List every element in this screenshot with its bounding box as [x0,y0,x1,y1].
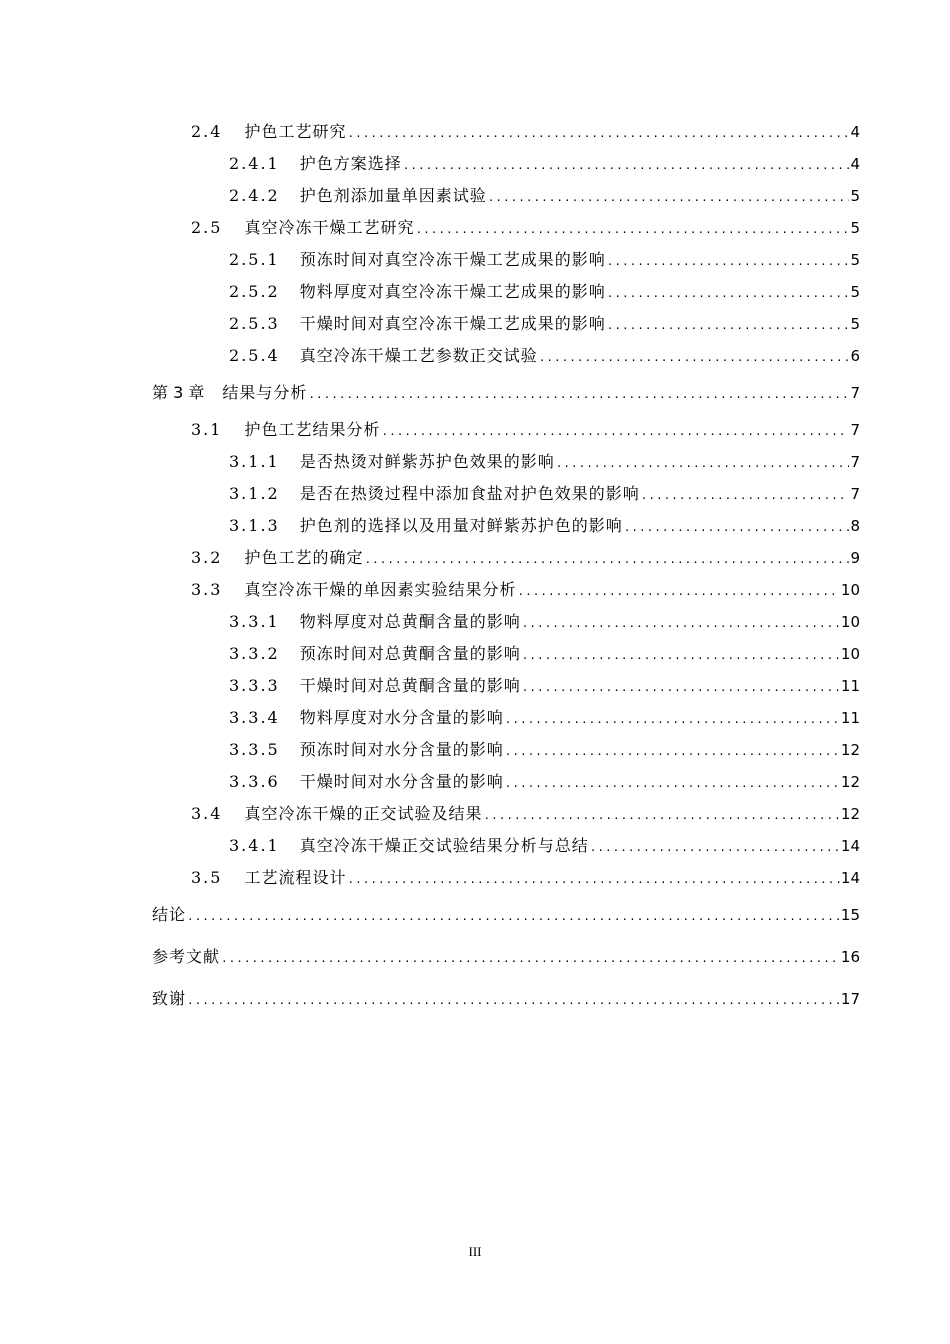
toc-chapter-entry[interactable] [0,978,860,1020]
toc-dot-leader [381,416,849,448]
toc-subsection-entry[interactable] [0,308,860,340]
toc-section-entry[interactable] [0,212,860,244]
toc-entry-title: 干燥时间对水分含量的影响 [299,772,504,791]
toc-entry-number: 3.1.2 [229,484,280,503]
toc-dot-leader [505,704,840,736]
toc-chapter-entry[interactable] [0,372,860,414]
toc-entry-number: 第 3 章 [152,383,205,402]
toc-entry-number: 3.1 [191,420,223,439]
toc-dot-leader [517,576,839,608]
toc-entry-page-number: 14 [840,869,860,887]
toc-entry-page-number: 10 [840,581,860,599]
table-of-contents [0,116,950,1020]
toc-entry-number: 3.4 [191,804,223,823]
toc-entry-title: 护色工艺结果分析 [244,420,381,439]
toc-entry-title: 干燥时间对总黄酮含量的影响 [299,676,521,695]
toc-entry-title: 护色工艺的确定 [244,548,364,567]
toc-dot-leader [556,448,849,480]
toc-entry-number: 3.3.5 [229,740,280,759]
toc-entry-title: 真空冷冻干燥工艺参数正交试验 [299,346,538,365]
toc-entry-number: 3.1.1 [229,452,280,471]
toc-dot-leader [607,310,849,342]
toc-dot-leader [221,938,840,980]
toc-entry-page-number: 5 [850,315,860,333]
toc-entry-number: 3.3.4 [229,708,280,727]
toc-entry-title: 物料厚度对总黄酮含量的影响 [299,612,521,631]
toc-dot-leader [347,118,849,150]
toc-subsection-entry[interactable] [0,244,860,276]
toc-entry-number: 2.5 [191,218,223,237]
toc-subsection-entry[interactable] [0,180,860,212]
toc-entry-title: 真空冷冻干燥的正交试验及结果 [244,804,483,823]
toc-entry-number: 2.4 [191,122,223,141]
toc-subsection-entry[interactable] [0,148,860,180]
toc-entry-page-number: 9 [850,549,860,567]
toc-entry-page-number: 17 [840,990,860,1008]
toc-subsection-entry[interactable] [0,340,860,372]
toc-entry-page-number: 5 [850,187,860,205]
toc-entry-number: 2.5.4 [229,346,280,365]
toc-entry-title: 工艺流程设计 [244,868,347,887]
toc-dot-leader [624,512,849,544]
toc-entry-title: 护色剂添加量单因素试验 [299,186,487,205]
toc-entry-title: 真空冷冻干燥正交试验结果分析与总结 [299,836,589,855]
toc-entry-page-number: 12 [840,773,860,791]
toc-entry-page-number: 16 [840,948,860,966]
toc-entry-page-number: 12 [840,741,860,759]
toc-entry-page-number: 11 [840,709,860,727]
toc-entry-title: 参考文献 [152,947,221,966]
toc-subsection-entry[interactable] [0,638,860,670]
toc-entry-page-number: 11 [840,677,860,695]
toc-entry-title: 致谢 [152,989,187,1008]
toc-chapter-entry[interactable] [0,894,860,936]
toc-chapter-entry[interactable] [0,936,860,978]
toc-entry-page-number: 10 [840,613,860,631]
toc-entry-title: 真空冷冻干燥工艺研究 [244,218,415,237]
toc-entry-title: 干燥时间对真空冷冻干燥工艺成果的影响 [299,314,606,333]
toc-section-entry[interactable] [0,116,860,148]
toc-dot-leader [607,246,849,278]
toc-entry-number: 3.3.2 [229,644,280,663]
toc-dot-leader [403,150,849,182]
toc-entry-page-number: 6 [850,347,860,365]
toc-entry-number: 2.5.3 [229,314,280,333]
toc-entry-title: 结论 [152,905,187,924]
toc-entry-number: 3.3.3 [229,676,280,695]
toc-subsection-entry[interactable] [0,670,860,702]
toc-entry-title: 是否热烫对鲜紫苏护色效果的影响 [299,452,555,471]
toc-entry-page-number: 7 [850,485,860,503]
page-number-footer: III [468,1244,482,1259]
toc-entry-title: 结果与分析 [222,383,308,402]
toc-entry-page-number: 15 [840,906,860,924]
toc-entry-number: 3.3 [191,580,223,599]
toc-entry-page-number: 8 [850,517,860,535]
toc-entry-title: 预冻时间对总黄酮含量的影响 [299,644,521,663]
toc-subsection-entry[interactable] [0,702,860,734]
toc-entry-number: 3.5 [191,868,223,887]
toc-subsection-entry[interactable] [0,510,860,542]
toc-entry-title: 物料厚度对真空冷冻干燥工艺成果的影响 [299,282,606,301]
toc-entry-number: 3.2 [191,548,223,567]
toc-dot-leader [522,640,840,672]
toc-entry-page-number: 4 [850,123,860,141]
toc-subsection-entry[interactable] [0,478,860,510]
toc-entry-title: 预冻时间对真空冷冻干燥工艺成果的影响 [299,250,606,269]
toc-entry-number: 3.3.6 [229,772,280,791]
toc-dot-leader [488,182,849,214]
toc-dot-leader [483,800,839,832]
toc-entry-number: 2.4.1 [229,154,280,173]
toc-dot-leader [364,544,849,576]
toc-section-entry[interactable] [0,414,860,446]
toc-dot-leader [505,768,840,800]
toc-entry-page-number: 7 [850,384,860,402]
toc-dot-leader [641,480,849,512]
toc-entry-title: 护色剂的选择以及用量对鲜紫苏护色的影响 [299,516,623,535]
toc-dot-leader [505,736,840,768]
toc-entry-page-number: 12 [840,805,860,823]
toc-entry-page-number: 7 [850,453,860,471]
toc-entry-page-number: 5 [850,283,860,301]
toc-entry-page-number: 4 [850,155,860,173]
toc-entry-title: 护色工艺研究 [244,122,347,141]
toc-subsection-entry[interactable] [0,734,860,766]
toc-dot-leader [607,278,849,310]
toc-entry-number: 3.4.1 [229,836,280,855]
toc-subsection-entry[interactable] [0,276,860,308]
toc-section-entry[interactable] [0,542,860,574]
toc-entry-number: 2.4.2 [229,186,280,205]
toc-dot-leader [308,374,849,416]
toc-entry-number: 2.5.1 [229,250,280,269]
toc-entry-number: 3.3.1 [229,612,280,631]
toc-dot-leader [187,896,840,938]
toc-entry-title: 护色方案选择 [299,154,402,173]
toc-subsection-entry[interactable] [0,766,860,798]
toc-entry-page-number: 10 [840,645,860,663]
toc-entry-page-number: 5 [850,219,860,237]
toc-entry-title: 是否在热烫过程中添加食盐对护色效果的影响 [299,484,640,503]
toc-section-entry[interactable] [0,798,860,830]
toc-entry-page-number: 5 [850,251,860,269]
toc-entry-number: 2.5.2 [229,282,280,301]
toc-dot-leader [522,608,840,640]
toc-subsection-entry[interactable] [0,446,860,478]
toc-entry-title: 真空冷冻干燥的单因素实验结果分析 [244,580,517,599]
toc-dot-leader [590,832,840,864]
toc-dot-leader [522,672,840,704]
toc-subsection-entry[interactable] [0,830,860,862]
toc-entry-title: 物料厚度对水分含量的影响 [299,708,504,727]
toc-section-entry[interactable] [0,574,860,606]
toc-dot-leader [415,214,849,246]
toc-entry-title: 预冻时间对水分含量的影响 [299,740,504,759]
toc-entry-page-number: 7 [850,421,860,439]
toc-dot-leader [347,864,839,896]
toc-dot-leader [187,980,840,1022]
toc-section-entry[interactable] [0,862,860,894]
toc-entry-number: 3.1.3 [229,516,280,535]
toc-entry-page-number: 14 [840,837,860,855]
toc-dot-leader [539,342,849,374]
toc-subsection-entry[interactable] [0,606,860,638]
